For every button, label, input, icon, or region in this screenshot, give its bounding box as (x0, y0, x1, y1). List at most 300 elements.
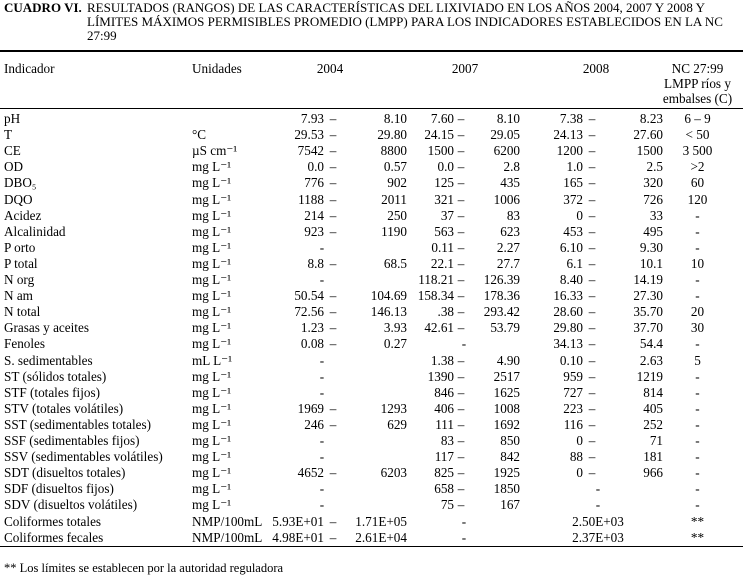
cell-nc: ** (690, 529, 705, 545)
cell-bd: – (457, 352, 465, 368)
cell-bd: – (457, 239, 465, 255)
cell-a2: 902 (387, 175, 407, 191)
cell-c2: 405 (643, 400, 663, 416)
cell-b2: 623 (500, 223, 520, 239)
cell-b2: 1692 (493, 416, 520, 432)
cell-unit: mg L⁻¹ (192, 416, 232, 432)
cell-ind: Alcalinidad (4, 223, 66, 239)
cell-b2: 29.05 (490, 127, 520, 143)
cell-c1: 7.38 (559, 111, 583, 126)
cell-bd: – (457, 207, 465, 223)
cell-ind: pH (4, 111, 21, 126)
cell-b1: 825 (434, 465, 454, 481)
cell-bd: – (457, 304, 465, 320)
cell-a1: 7.93 (300, 111, 324, 126)
cell-nc: - (695, 207, 700, 223)
cell-ad: – (329, 416, 337, 432)
header-unidades: Unidades (192, 61, 242, 76)
cell-ind: SDF (disueltos fijos) (4, 481, 114, 497)
cell-c1: 0.10 (559, 352, 583, 368)
cell-bd: – (457, 400, 465, 416)
cell-unit: mg L⁻¹ (192, 384, 232, 400)
cell-b2: 1625 (493, 384, 520, 400)
header-indicador: Indicador (4, 61, 55, 76)
cell-ind: SSV (sedimentables volátiles) (4, 449, 163, 465)
cell-amid: - (319, 272, 325, 287)
cell-c1: 372 (563, 191, 583, 207)
header-nc-line2: LMPP ríos y (664, 76, 731, 91)
cell-cmid: - (595, 481, 601, 497)
cell-cd: – (588, 191, 596, 207)
cell-cd: – (588, 336, 596, 352)
cell-a2: 2.61E+04 (355, 529, 407, 545)
cell-b2: 53.79 (490, 320, 520, 336)
cell-bd: – (457, 497, 465, 513)
cell-a1: 29.53 (294, 127, 324, 143)
cell-cd: – (588, 400, 596, 416)
cell-unit: mL L⁻¹ (192, 352, 233, 368)
cell-c2: 726 (643, 191, 663, 207)
cell-b1: 658 (434, 481, 454, 497)
cell-amid: - (319, 433, 325, 448)
header-nc-line1: NC 27:99 (671, 61, 724, 76)
cell-bd: – (457, 481, 465, 497)
cell-c2: 2.63 (639, 352, 663, 368)
cell-a1: 923 (304, 223, 324, 239)
cell-c2: 71 (649, 433, 663, 448)
cell-unit: mg L⁻¹ (192, 207, 232, 223)
cell-c1: 24.13 (553, 127, 583, 143)
cell-c1: 8.40 (559, 272, 583, 287)
cell-b1: 118.21 (418, 272, 454, 287)
cell-a2: 6203 (380, 465, 407, 481)
cell-a2: 68.5 (383, 255, 407, 271)
cell-c1: 0 (576, 433, 583, 448)
cell-cd: – (588, 288, 596, 304)
cell-c2: 33 (649, 207, 663, 223)
cell-b1: 24.15 (424, 127, 454, 143)
cell-nc: 60 (690, 175, 705, 191)
cell-cd: – (588, 384, 596, 400)
cell-b2: 1008 (493, 400, 520, 416)
cell-nc: - (695, 239, 700, 255)
cell-b1: 42.61 (424, 320, 454, 336)
cell-c1: 165 (563, 175, 583, 191)
cell-cd: – (588, 449, 596, 465)
cell-bd: – (457, 416, 465, 432)
cell-a2: 3.93 (383, 320, 407, 336)
cell-b2: 1850 (493, 481, 520, 497)
cell-a1: 7542 (297, 143, 324, 159)
cell-b2: 1006 (493, 191, 520, 207)
cell-ind: SDT (disueltos totales) (4, 465, 126, 481)
cell-ind: N total (4, 304, 41, 320)
cell-c1: 0 (576, 207, 583, 223)
cell-a2: 2011 (381, 191, 407, 207)
cell-nc: 3 500 (682, 143, 713, 159)
cell-c1: 0 (576, 465, 583, 481)
cell-c1: 1.0 (566, 159, 583, 175)
cell-nc: - (695, 481, 700, 497)
cell-cd: – (588, 416, 596, 432)
cell-b2: 83 (506, 207, 520, 223)
cell-c1: 16.33 (553, 288, 583, 304)
cell-ind: CE (4, 143, 21, 159)
footnote: ** Los límites se establecen por la autoridad reguladora (4, 561, 284, 575)
cell-a2: 146.13 (370, 304, 407, 320)
cell-b2: 4.90 (496, 352, 520, 368)
cell-b1: 1.38 (430, 352, 454, 368)
cell-a2: 0.57 (383, 159, 407, 175)
cell-unit: mg L⁻¹ (192, 191, 232, 207)
cell-unit: mg L⁻¹ (192, 304, 232, 320)
cell-c2: 252 (643, 416, 663, 432)
cell-a2: 8.10 (383, 111, 407, 126)
cell-ind: P total (4, 255, 38, 271)
cell-b1: 7.60 (430, 111, 454, 126)
cell-nc: - (695, 400, 700, 416)
cell-ind: Fenoles (4, 336, 46, 352)
cell-bd: – (457, 159, 465, 175)
cell-b1: 1500 (427, 143, 454, 159)
cell-a1: 1188 (298, 191, 324, 207)
cell-b1: 0.0 (437, 159, 454, 175)
cell-nc: - (695, 433, 700, 448)
cell-bd: – (457, 465, 465, 481)
header-2007: 2007 (451, 61, 479, 76)
cell-c2: 814 (643, 384, 663, 400)
cell-ind: N am (4, 288, 33, 304)
cell-cd: – (588, 143, 596, 159)
header-rule (0, 108, 743, 109)
cell-c2: 37.70 (633, 320, 663, 336)
cell-c1: 223 (563, 400, 583, 416)
cell-c2: 181 (643, 449, 663, 465)
cell-a1: 4.98E+01 (272, 529, 324, 545)
cell-b2: 293.42 (483, 304, 520, 320)
cell-c1: 116 (563, 416, 583, 432)
bottom-rule (0, 546, 743, 547)
cell-unit: NMP/100mL (192, 513, 263, 529)
cell-c2: 1219 (636, 368, 663, 384)
cell-b1: 406 (434, 400, 454, 416)
cell-b1: 1390 (427, 368, 454, 384)
cell-cd: – (588, 223, 596, 239)
cell-c1: 6.1 (566, 255, 583, 271)
cell-ad: – (329, 320, 337, 336)
cell-unit: mg L⁻¹ (192, 288, 232, 304)
cell-ind: STV (totales volátiles) (4, 400, 124, 416)
cell-a2: 629 (387, 416, 407, 432)
cell-b2: 1925 (493, 465, 520, 481)
cell-a1: 1.23 (300, 320, 324, 336)
cell-a1: 246 (304, 416, 324, 432)
cell-ad: – (329, 513, 337, 529)
cell-nc: 6 – 9 (684, 111, 711, 126)
cell-c2: 35.70 (633, 304, 663, 320)
cell-ind: Coliformes fecales (4, 529, 104, 545)
cell-c1: 727 (563, 384, 583, 400)
cell-b1: 75 (440, 497, 454, 513)
cell-cmid: 2.50E+03 (572, 513, 624, 529)
cell-bd: – (457, 384, 465, 400)
cell-unit: mg L⁻¹ (192, 320, 232, 336)
cell-nc: - (695, 497, 700, 513)
cell-nc: 10 (690, 255, 705, 271)
cell-b1: 563 (434, 223, 454, 239)
cell-b2: 27.7 (496, 255, 520, 271)
cell-b2: 167 (500, 497, 520, 513)
cell-bmid: - (461, 336, 467, 352)
cell-a1: 1969 (297, 400, 324, 416)
cell-b2: 2.27 (496, 239, 520, 255)
cell-c1: 6.10 (559, 239, 583, 255)
cell-ind: SDV (disueltos volátiles) (4, 497, 138, 513)
cell-a1: 72.56 (294, 304, 324, 320)
cell-a1: 4652 (297, 465, 324, 481)
cell-unit: mg L⁻¹ (192, 449, 232, 465)
cell-ad: – (329, 175, 337, 191)
cell-nc: 20 (690, 304, 705, 320)
cell-c2: 9.30 (639, 239, 663, 255)
cell-ind: ST (sólidos totales) (4, 368, 107, 384)
cell-ind: SSF (sedimentables fijos) (4, 433, 140, 448)
cell-a2: 8800 (380, 143, 407, 159)
cell-nc: - (695, 336, 700, 352)
cell-nc: - (695, 384, 700, 400)
cell-ind: P orto (4, 239, 36, 255)
cell-b2: 178.36 (483, 288, 520, 304)
cell-amid: - (319, 497, 325, 513)
cell-cd: – (588, 465, 596, 481)
cell-ad: – (329, 143, 337, 159)
cell-unit: mg L⁻¹ (192, 336, 232, 352)
cell-ind: STF (totales fijos) (4, 384, 100, 400)
cell-amid: - (319, 384, 325, 400)
cell-ind: T (4, 127, 13, 143)
cell-ad: – (329, 127, 337, 143)
cell-c2: 27.60 (633, 127, 663, 143)
header-2004: 2004 (316, 61, 344, 76)
cell-ad: – (329, 191, 337, 207)
top-rule (0, 50, 743, 52)
cell-bd: – (457, 255, 465, 271)
cell-ind: N org (4, 272, 35, 287)
cell-nc: < 50 (685, 127, 710, 143)
cell-b2: 435 (500, 175, 520, 191)
cell-amid: - (319, 449, 325, 465)
cell-amid: - (319, 352, 325, 368)
cell-c2: 10.1 (639, 255, 663, 271)
cell-b1: 111 (435, 416, 454, 432)
header-nc-line3: embalses (C) (662, 91, 733, 106)
cell-cd: – (588, 239, 596, 255)
cell-b1: 125 (434, 175, 454, 191)
cell-nc: >2 (690, 159, 705, 175)
cell-c1: 28.60 (553, 304, 583, 320)
cell-cd: – (588, 175, 596, 191)
cell-cmid: 2.37E+03 (572, 529, 624, 545)
cell-bd: – (457, 111, 465, 126)
cell-b2: 126.39 (483, 272, 520, 287)
cell-nc: 120 (687, 191, 708, 207)
cell-unit: mg L⁻¹ (192, 272, 232, 287)
cell-cd: – (588, 111, 596, 126)
cell-amid: - (319, 481, 325, 497)
cell-unit: µS cm⁻¹ (192, 143, 238, 159)
cell-a1: 50.54 (294, 288, 324, 304)
cell-b2: 850 (500, 433, 520, 448)
cell-c1: 29.80 (553, 320, 583, 336)
cell-unit: °C (192, 127, 207, 143)
cell-ind: Coliformes totales (4, 513, 102, 529)
cell-ad: – (329, 336, 337, 352)
cell-bd: – (457, 223, 465, 239)
cell-c1: 88 (569, 449, 583, 465)
cell-ind: S. sedimentables (4, 352, 93, 368)
cell-a2: 1293 (380, 400, 407, 416)
cell-a2: 250 (387, 207, 407, 223)
cell-unit: mg L⁻¹ (192, 255, 232, 271)
cell-cd: – (588, 207, 596, 223)
cell-b1: 37 (440, 207, 454, 223)
cell-a1: 0.08 (300, 336, 324, 352)
cell-b1: 83 (440, 433, 454, 448)
cell-b1: 0.11 (431, 239, 454, 255)
cell-ind: Grasas y aceites (4, 320, 89, 336)
cell-unit: mg L⁻¹ (192, 239, 232, 255)
cell-bmid: - (461, 513, 467, 529)
cell-bd: – (457, 368, 465, 384)
cell-c2: 966 (643, 465, 663, 481)
cell-bd: – (457, 272, 465, 287)
table-label: CUADRO VI. (4, 0, 82, 15)
cell-bmid: - (461, 529, 467, 545)
cell-ad: – (329, 207, 337, 223)
cell-ad: – (329, 223, 337, 239)
cell-cd: – (588, 255, 596, 271)
cell-c2: 8.23 (639, 111, 663, 126)
cell-c2: 1500 (636, 143, 663, 159)
cell-cd: – (588, 304, 596, 320)
cell-bd: – (457, 175, 465, 191)
cell-ad: – (329, 304, 337, 320)
cell-nc: - (695, 465, 700, 481)
cell-b2: 2.8 (503, 159, 520, 175)
cell-cd: – (588, 352, 596, 368)
cell-a1: 5.93E+01 (272, 513, 324, 529)
cell-a2: 1190 (381, 223, 407, 239)
cell-bd: – (457, 127, 465, 143)
cell-a1: 0.0 (307, 159, 324, 175)
cell-c2: 2.5 (646, 159, 663, 175)
cell-amid: - (319, 239, 325, 255)
cell-cd: – (588, 272, 596, 287)
cell-bd: – (457, 433, 465, 448)
cell-b1: 846 (434, 384, 454, 400)
cell-b1: 321 (434, 191, 454, 207)
cell-ad: – (329, 159, 337, 175)
cell-nc: - (695, 272, 700, 287)
cell-nc: - (695, 368, 700, 384)
cell-cd: – (588, 368, 596, 384)
cell-a2: 0.27 (383, 336, 407, 352)
cell-c1: 959 (563, 368, 583, 384)
cell-ad: – (329, 255, 337, 271)
cell-ad: – (329, 400, 337, 416)
cell-cd: – (588, 320, 596, 336)
cell-ad: – (329, 111, 337, 126)
cell-nc: - (695, 288, 700, 304)
table-caption: RESULTADOS (RANGOS) DE LAS CARACTERÍSTICAS DEL LIXIVIADO EN LOS AÑOS 2004, 2007 Y 2008 Y LÍMITES MÁXIMOS PERMISIBLES PROMEDIO (LMPP) PARA LOS INDICADORES ESTABLECIDOS EN LA NC 27:99 (87, 0, 723, 43)
cell-unit: mg L⁻¹ (192, 400, 232, 416)
cell-a2: 104.69 (370, 288, 407, 304)
cell-ad: – (329, 465, 337, 481)
cell-amid: - (319, 368, 325, 384)
header-2008: 2008 (582, 61, 610, 76)
cell-ad: – (329, 529, 337, 545)
cell-ind: OD (4, 159, 24, 175)
cell-a1: 214 (304, 207, 324, 223)
cell-ind: DQO (4, 191, 33, 207)
cell-b1: 22.1 (430, 255, 454, 271)
cell-nc: ** (690, 513, 705, 529)
cell-unit: NMP/100mL (192, 529, 263, 545)
cell-ad: – (329, 288, 337, 304)
cell-ind: DBO₅ (4, 175, 37, 191)
cell-b1: .38 (437, 304, 454, 320)
cell-a2: 29.80 (377, 127, 407, 143)
cell-b2: 2517 (493, 368, 520, 384)
cell-unit: mg L⁻¹ (192, 481, 232, 497)
cell-c2: 54.4 (639, 336, 663, 352)
cell-c2: 27.30 (633, 288, 663, 304)
cell-unit: mg L⁻¹ (192, 223, 232, 239)
cell-nc: 5 (694, 352, 701, 368)
cell-cd: – (588, 127, 596, 143)
cell-bd: – (457, 320, 465, 336)
cell-c2: 14.19 (633, 272, 663, 287)
cell-c1: 1200 (556, 143, 583, 159)
cell-unit: mg L⁻¹ (192, 368, 232, 384)
cell-nc: - (695, 449, 700, 465)
cell-a2: 1.71E+05 (355, 513, 407, 529)
cell-a1: 776 (304, 175, 324, 191)
cell-unit: mg L⁻¹ (192, 159, 232, 175)
cell-nc: - (695, 223, 700, 239)
cell-cd: – (588, 159, 596, 175)
cell-b2: 6200 (493, 143, 520, 159)
cell-cmid: - (595, 497, 601, 513)
cell-unit: mg L⁻¹ (192, 465, 232, 481)
cell-unit: mg L⁻¹ (192, 433, 232, 448)
cell-bd: – (457, 449, 465, 465)
cell-ind: Acidez (4, 207, 42, 223)
cell-b1: 158.34 (417, 288, 454, 304)
cell-ind: SST (sedimentables totales) (4, 416, 151, 432)
cell-nc: - (695, 416, 700, 432)
cell-a1: 8.8 (307, 255, 324, 271)
cell-nc: 30 (690, 320, 705, 336)
cell-unit: mg L⁻¹ (192, 175, 232, 191)
cell-bd: – (457, 191, 465, 207)
cell-bd: – (457, 143, 465, 159)
cell-b2: 842 (500, 449, 520, 465)
cell-bd: – (457, 288, 465, 304)
cell-unit: mg L⁻¹ (192, 497, 232, 513)
cell-b2: 8.10 (496, 111, 520, 126)
cell-c1: 34.13 (553, 336, 583, 352)
